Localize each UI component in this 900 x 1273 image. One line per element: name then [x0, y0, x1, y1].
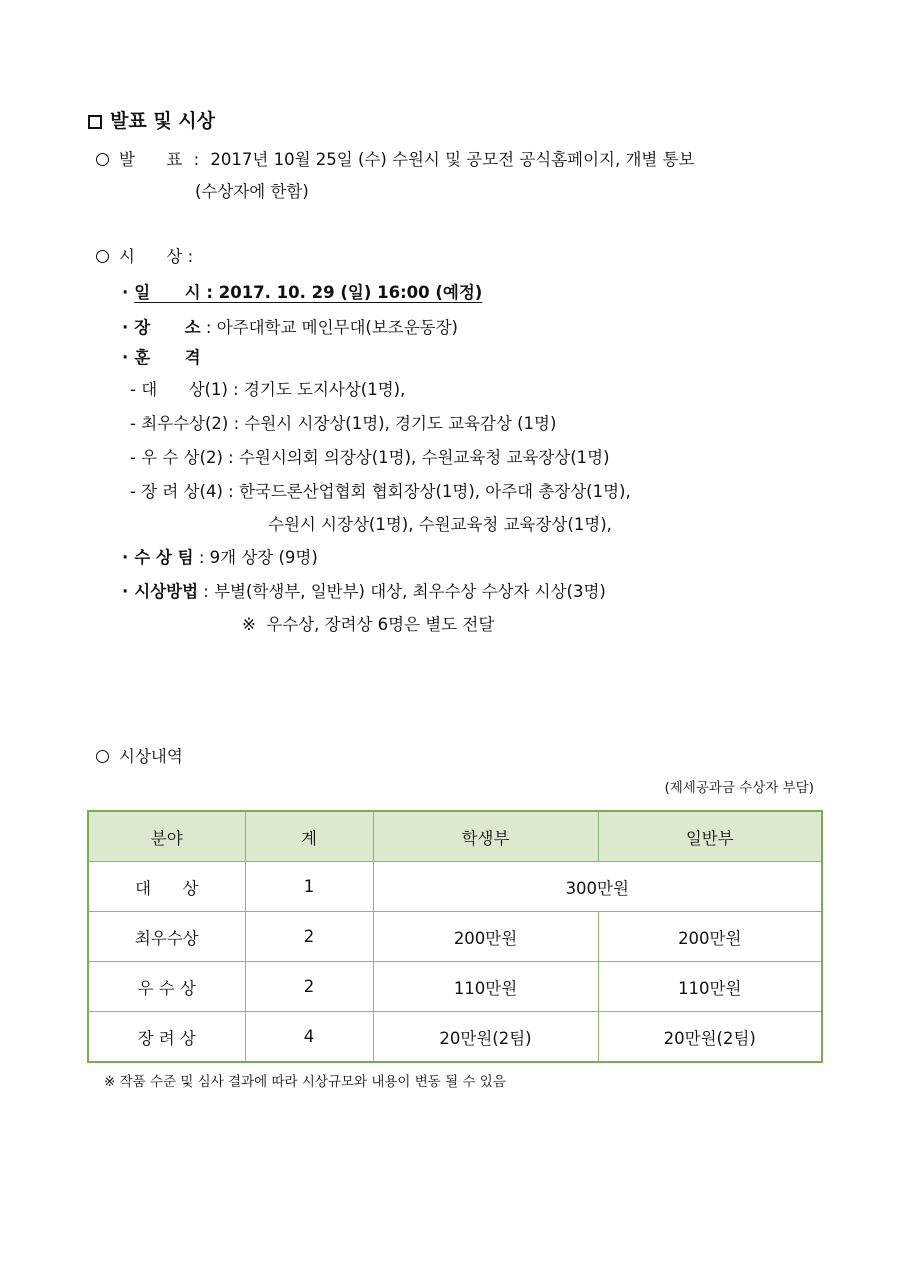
header-student: 학생부	[373, 811, 598, 862]
grade-label: - 대 상(1)	[130, 380, 228, 399]
row-student-amount: 200만원	[373, 912, 598, 962]
winners-value: : 9개 상장 (9명)	[198, 548, 318, 567]
row-count: 4	[245, 1012, 373, 1063]
row-category: 대 상	[88, 862, 245, 912]
header-category: 분야	[88, 811, 245, 862]
method-value: : 부별(학생부, 일반부) 대상, 최우수상 수상자 시상(3명)	[203, 582, 606, 601]
announce-label: 발 표	[119, 150, 183, 169]
place-value: : 아주대학교 메인무대(보조운동장)	[205, 318, 458, 337]
grade-label: - 장 려 상(4)	[130, 482, 223, 501]
row-general-amount: 110만원	[598, 962, 822, 1012]
grade-value: : 경기도 도지사상(1명),	[233, 380, 406, 399]
announce-colon: :	[193, 150, 200, 169]
announce-row	[96, 146, 694, 170]
datetime-text	[134, 283, 482, 302]
details-row	[96, 743, 183, 767]
table-footnote: ※ 작품 수준 및 심사 결과에 따라 시상규모와 내용이 변동 될 수 있음	[104, 1074, 506, 1090]
table-row	[88, 962, 822, 1012]
method-note: ※ 우수상, 장려상 6명은 별도 전달	[242, 615, 495, 634]
grade-label: - 최우수상(2)	[130, 414, 229, 433]
circle-bullet-icon	[96, 750, 109, 763]
grade-value: : 한국드론산업협회 협회장상(1명), 아주대 총장상(1명),	[228, 482, 631, 501]
place-row	[122, 314, 458, 338]
middle-dot-icon: ·	[122, 582, 129, 601]
method-row	[122, 578, 606, 602]
table-row	[88, 862, 822, 912]
row-category: 장 려 상	[88, 1012, 245, 1063]
grade-label: - 우 수 상(2)	[130, 448, 223, 467]
circle-bullet-icon	[96, 153, 109, 166]
middle-dot-icon: ·	[122, 283, 129, 302]
grade-item	[130, 410, 556, 434]
grade-item	[130, 444, 610, 468]
table-row	[88, 1012, 822, 1063]
award-row	[96, 243, 193, 267]
middle-dot-icon: ·	[122, 318, 129, 337]
circle-bullet-icon	[96, 250, 109, 263]
header-total: 계	[245, 811, 373, 862]
grade-value: : 수원시 시장상(1명), 경기도 교육감상 (1명)	[233, 414, 557, 433]
middle-dot-icon: ·	[122, 348, 129, 367]
datetime-label: 일 시	[134, 283, 201, 302]
datetime-value: : 2017. 10. 29 (일) 16:00 (예정)	[206, 283, 483, 302]
prize-table	[87, 810, 823, 1063]
format-row	[122, 344, 201, 368]
datetime-row	[122, 279, 482, 303]
middle-dot-icon: ·	[122, 548, 129, 567]
row-count: 1	[245, 862, 373, 912]
row-category: 우 수 상	[88, 962, 245, 1012]
row-merged-amount: 300만원	[373, 862, 822, 912]
grade-value: : 수원시의회 의장상(1명), 수원교육청 교육장상(1명)	[228, 448, 610, 467]
announce-text: 2017년 10월 25일 (수) 수원시 및 공모전 공식홈페이지, 개별 통보	[210, 150, 695, 169]
row-count: 2	[245, 962, 373, 1012]
announce-note: (수상자에 한함)	[195, 182, 309, 201]
section-heading	[88, 106, 215, 133]
table-row	[88, 912, 822, 962]
table-header-row	[88, 811, 822, 862]
winners-label: 수 상 팀	[134, 548, 194, 567]
row-category: 최우수상	[88, 912, 245, 962]
row-student-amount: 20만원(2팀)	[373, 1012, 598, 1063]
method-label: 시상방법	[134, 582, 199, 601]
award-label: 시 상 :	[119, 247, 194, 266]
checkbox-square-icon	[88, 115, 102, 129]
details-title: 시상내역	[119, 747, 183, 766]
section-title: 발표 및 시상	[110, 110, 215, 132]
header-general: 일반부	[598, 811, 822, 862]
row-count: 2	[245, 912, 373, 962]
tax-note: (제세공과금 수상자 부담)	[664, 780, 814, 796]
row-general-amount: 20만원(2팀)	[598, 1012, 822, 1063]
format-label: 훈 격	[134, 348, 201, 367]
row-student-amount: 110만원	[373, 962, 598, 1012]
row-general-amount: 200만원	[598, 912, 822, 962]
winners-row	[122, 544, 318, 568]
grade-item	[130, 376, 405, 400]
grade-item	[130, 478, 631, 502]
grade-continuation: 수원시 시장상(1명), 수원교육청 교육장상(1명),	[268, 515, 612, 534]
place-label: 장 소	[134, 318, 201, 337]
